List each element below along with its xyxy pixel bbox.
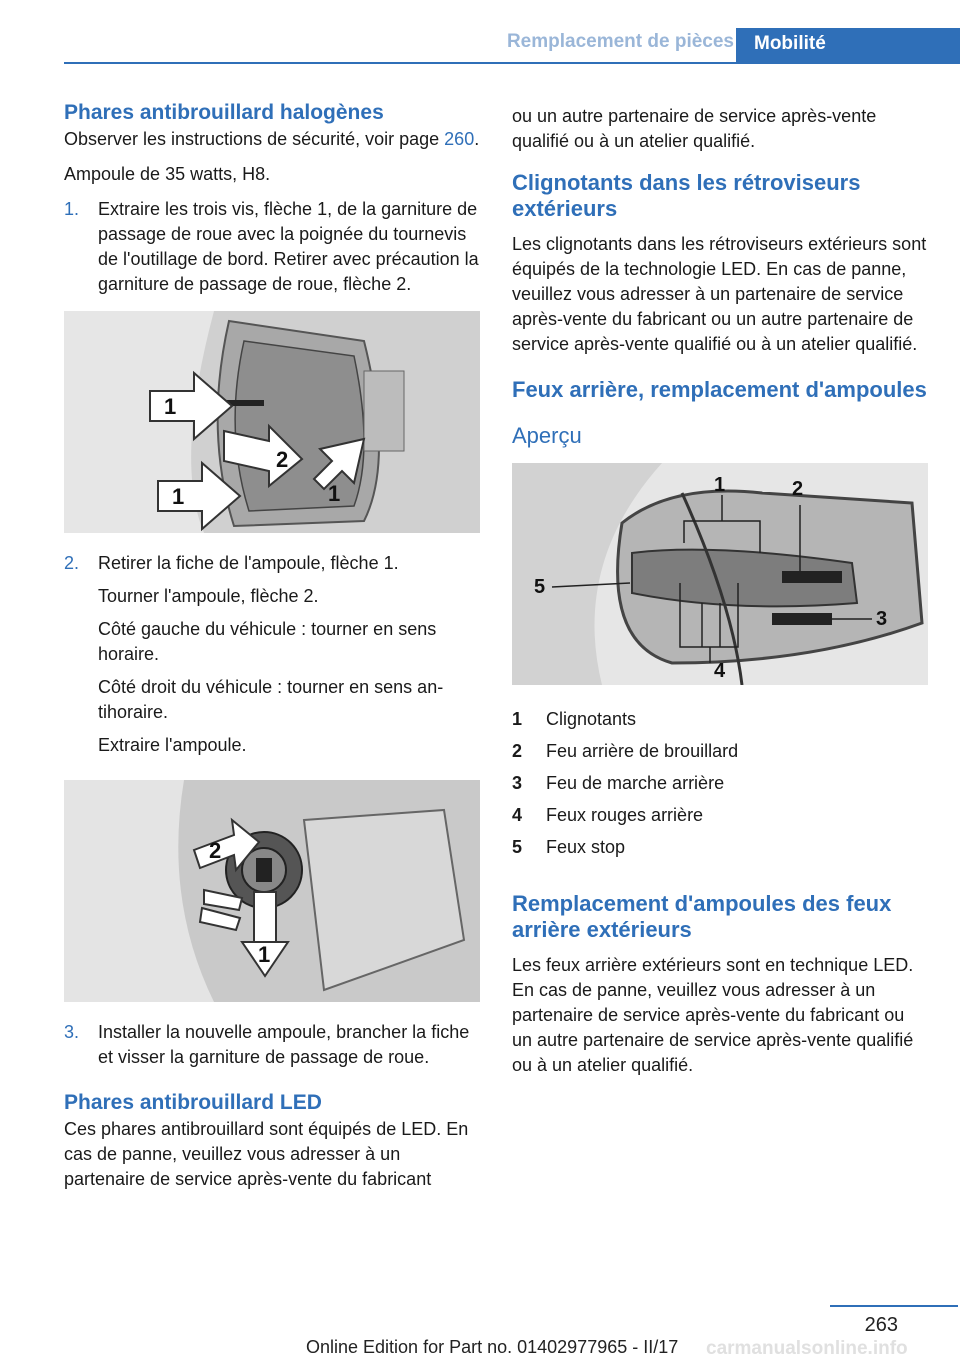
tail-light-illustration	[512, 463, 928, 685]
continued-text: ou un autre partenaire de service après-vente qualifié ou à un atelier qualifié.	[512, 106, 877, 151]
step-line: Retirer la fiche de l'ampoule, flèche 1.	[98, 553, 399, 573]
header-chapter-tab[interactable]: Mobilité	[736, 28, 960, 62]
step-number: 1.	[64, 199, 80, 219]
step-1	[64, 197, 480, 297]
section-title-halogen-fog: Phares antibrouillard halogènes	[64, 101, 384, 124]
fig1-label-d: 1	[328, 481, 341, 506]
fig1-label-a: 1	[164, 394, 177, 419]
legend-item: 4 Feux rouges arrière	[512, 805, 704, 825]
step-line: Tourner l'ampoule, flèche 2.	[98, 586, 319, 606]
header-section-title: Remplacement de pièces	[506, 31, 734, 52]
figure-bulb-removal	[64, 780, 480, 1002]
section-title-overview: Aperçu	[512, 423, 582, 448]
figure-wheel-arch-trim	[64, 311, 480, 533]
led-fog-text: Ces phares antibrouillard sont équipés de LED. En cas de panne, veuillez vous adresser à un partenaire de service après-vente du fabricant	[64, 1119, 469, 1189]
step-line: Extraire l'ampoule.	[98, 735, 247, 755]
fig3-label-5: 5	[534, 576, 546, 598]
page-header	[64, 28, 960, 64]
legend-item: 3 Feu de marche arrière	[512, 773, 725, 793]
fig3-label-4: 4	[714, 660, 726, 682]
step-line: Côté droit du véhicule : tourner en sens antihoraire.	[98, 677, 444, 722]
edition-note: Online Edition for Part no. 01402977965 - II/17	[306, 1337, 679, 1357]
fig1-label-b: 2	[276, 447, 289, 472]
fig3-label-2: 2	[792, 478, 804, 500]
outer-tail-text: Les feux arrière extérieurs sont en technique LED. En cas de panne, veuillez vous adresser à un partenaire de service après-vente du fabricant ou un autre partenaire de service après-vente qualifié ou à un atelier qualifié.	[512, 955, 914, 1075]
mirror-indicators-text: Les clignotants dans les rétroviseurs extérieurs sont équipés de la technologie LED. En cas de panne, veuillez vous adresser à un partenaire de service après-vente du fabricant ou un autre partenaire de service après-vente qualifié ou à un atelier qualifié.	[512, 234, 927, 354]
step-text: Extraire les trois vis, flèche 1, de la garniture de passage de roue avec la poignée du tournevis de l'outillage de bord. Retirer avec précaution la garniture de passage de roue, flèche 2.	[98, 199, 479, 294]
step-number: 3.	[64, 1022, 80, 1042]
fig2-label-b: 1	[258, 942, 271, 967]
safety-note: Observer les instructions de sécurité, voir page 260.	[64, 129, 480, 149]
bulb-removal-illustration	[64, 780, 480, 1002]
section-title-tail-lights: Feux arrière, remplacement d'ampoules	[512, 377, 927, 402]
step-number: 2.	[64, 553, 80, 573]
step-text: Installer la nouvelle ampoule, brancher la fiche et visser la garniture de passage de roue.	[98, 1022, 470, 1067]
watermark: carmanualsonline.info	[706, 1338, 908, 1359]
step-2	[64, 551, 480, 766]
fig2-label-a: 2	[209, 838, 222, 863]
legend-item: 2 Feu arrière de brouillard	[512, 741, 739, 761]
page-link[interactable]: 260	[444, 129, 475, 149]
section-title-outer-tail-bulbs: Remplacement d'ampoules des feux arrière extérieurs	[512, 891, 892, 942]
footer-rule	[830, 1305, 958, 1307]
fig3-label-3: 3	[876, 608, 888, 630]
figure-tail-light	[512, 463, 928, 685]
page-number: 263	[864, 1314, 898, 1336]
fig1-label-c: 1	[172, 484, 185, 509]
section-title-led-fog: Phares antibrouillard LED	[64, 1091, 322, 1114]
legend-item: 1 Clignotants	[512, 709, 637, 729]
wheel-arch-illustration	[64, 311, 480, 533]
fig3-label-1: 1	[714, 474, 726, 496]
tail-light-legend	[512, 703, 928, 863]
left-column	[64, 100, 480, 1202]
bulb-spec: Ampoule de 35 watts, H8.	[64, 164, 271, 184]
right-column	[512, 104, 928, 1088]
step-line: Côté gauche du véhicule : tourner en sens horaire.	[98, 619, 437, 664]
step-3	[64, 1020, 480, 1070]
section-title-mirror-indicators: Clignotants dans les rétroviseurs extérieurs	[512, 170, 861, 221]
legend-item: 5 Feux stop	[512, 837, 626, 857]
